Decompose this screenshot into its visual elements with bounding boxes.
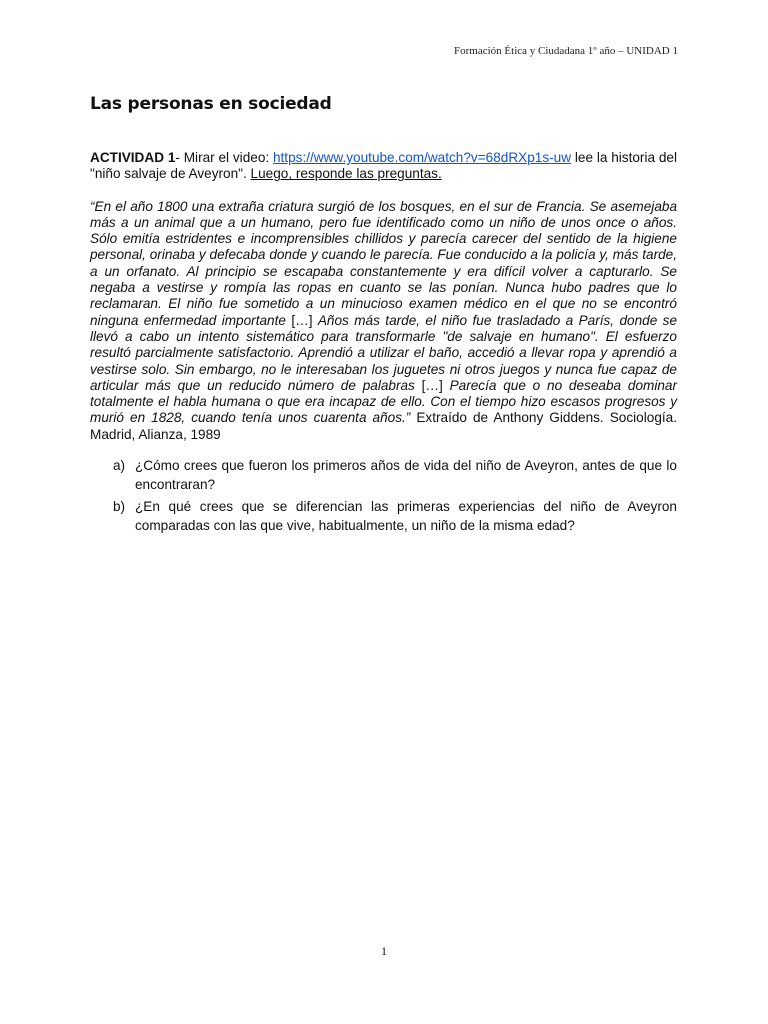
quote-text-part3: Parecía que o no deseaba dominar totalmente el habla humana o que era incapaz de ello. Con el tiempo hizo escasos progresos y murió en 1828, cuando tenía unos cuarenta años.” (90, 377, 677, 426)
list-item (90, 497, 677, 535)
question-text: ¿Cómo crees que fueron los primeros años de vida del niño de Aveyron, antes de que lo encontraran? (135, 458, 677, 493)
question-marker: b) (113, 499, 126, 515)
page-title: Las personas en sociedad (90, 94, 332, 114)
activity-instruction: Luego, responde las preguntas. (250, 166, 442, 182)
activity-label: ACTIVIDAD 1 (90, 150, 176, 165)
activity-paragraph (90, 150, 677, 183)
page-header: Formación Ética y Ciudadana 1º año – UNIDAD 1 (454, 45, 678, 57)
page-number: 1 (381, 944, 387, 958)
video-link[interactable]: https://www.youtube.com/watch?v=68dRXp1s-uw (272, 150, 572, 165)
quote-text-part2: Años más tarde, el niño fue trasladado a París, donde se llevó a cabo un intento sistemático para transformarle "de salvaje en humano". El esfuerzo resultó parcialmente satisfactorio. Aprendió a utilizar el baño, accedió a llevar ropa y aprendió a vestirse solo. Sin embargo, no le interesaban los juguetes ni otros juegos y nunca fue capaz de articular más que un reducido número de palabras (90, 312, 678, 393)
quote-ellipsis-2: […] (414, 377, 450, 393)
question-marker: a) (113, 458, 126, 474)
quote-text-part1: “En el año 1800 una extraña criatura surgió de los bosques, en el sur de Francia. Se asemejaba más a un animal que a un humano, pero fue identificado como un niño de unos once o años. Sólo emitía estridentes e incomprensibles chillidos y parecía carecer del sentido de la higiene personal, orinaba y defecaba donde y cuando le parecía. Fue conducido a la policía y, más tarde, a un orfanato. Al principio se escapaba constantemente y era difícil volver a capturarlo. Se negaba a vestirse y rompía las ropas en cuanto se las ponían. Nunca hubo padres que lo reclamaran. El niño fue sometido a un minucioso examen médico en el que no se encontró ninguna enfermedad importante (90, 198, 677, 328)
list-item (90, 456, 677, 494)
questions-list (90, 456, 677, 535)
quote-paragraph (90, 199, 677, 443)
question-text: ¿En qué crees que se diferencian las primeras experiencias del niño de Aveyron comparadas con las que vive, habitualmente, un niño de la misma edad? (135, 499, 677, 534)
page-content (90, 150, 677, 538)
quote-source: Extraído de Anthony Giddens. Sociología. Madrid, Alianza, 1989 (90, 410, 677, 442)
quote-ellipsis-1: […] (285, 312, 318, 328)
activity-description: lee la historia del "niño salvaje de Aveyron". (90, 150, 677, 182)
activity-intro: - Mirar el video: (175, 150, 273, 165)
